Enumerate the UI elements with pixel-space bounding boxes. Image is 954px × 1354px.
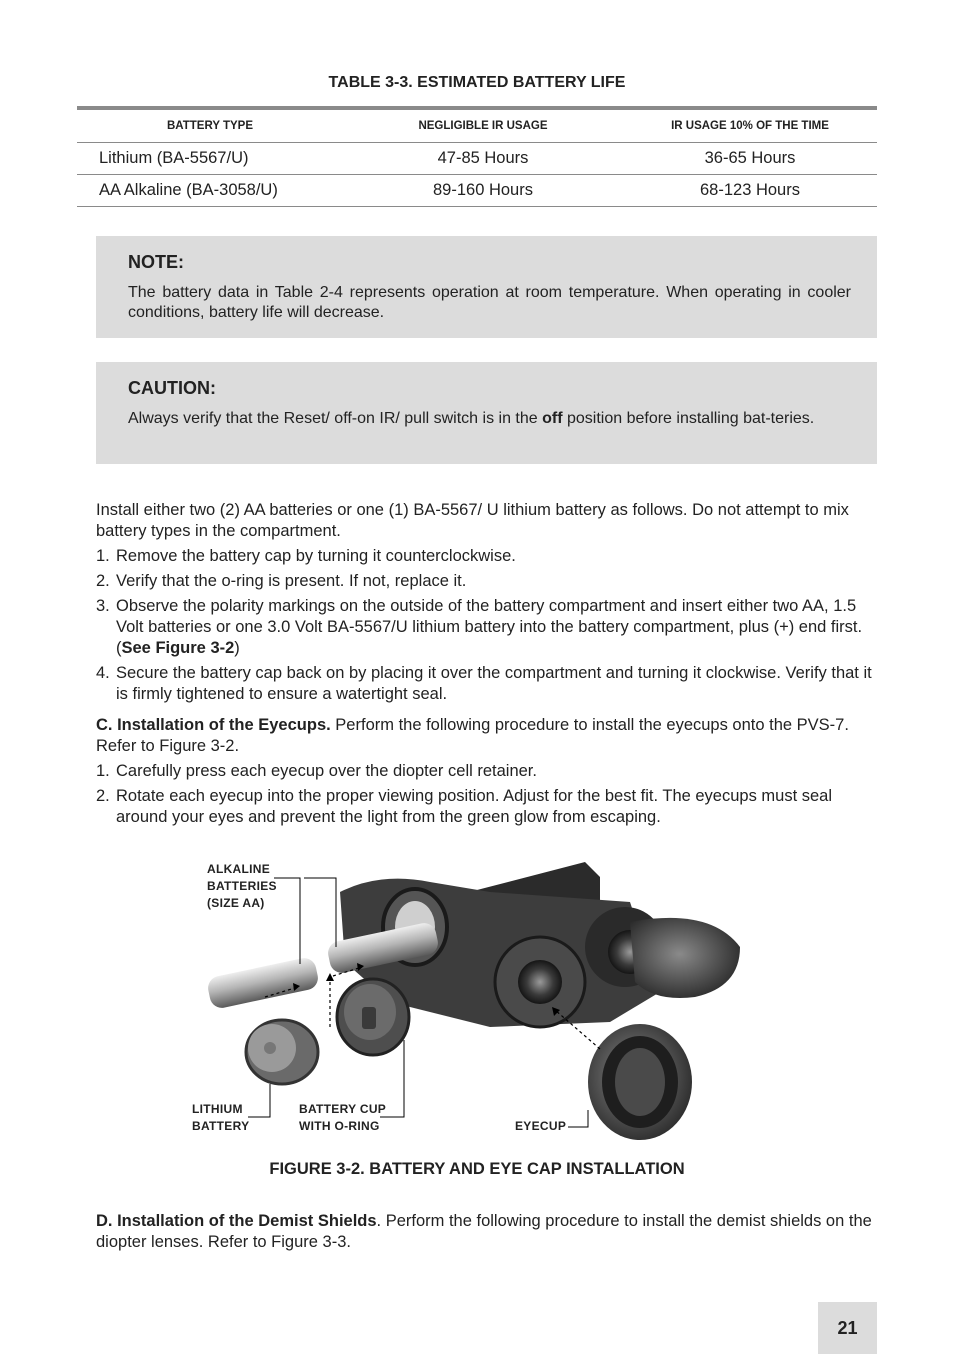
- column-header: NEGLIGIBLE IR USAGE: [418, 120, 548, 132]
- eyecups-section: [96, 715, 877, 832]
- step-number: 4.: [96, 664, 110, 682]
- column-header: IR USAGE 10% OF THE TIME: [671, 120, 829, 132]
- table-title: TABLE 3-3. ESTIMATED BATTERY LIFE: [328, 74, 626, 91]
- step-text: Secure the battery cap back on by placing it over the compartment and turning it clockwise. Verify that it is firmly tightened to ensure a watertight seal.: [116, 664, 872, 703]
- step-number: 1.: [96, 762, 110, 780]
- table-cell: 47-85 Hours: [437, 149, 529, 167]
- battery-cap: [337, 979, 409, 1055]
- step-number: 2.: [96, 572, 110, 590]
- list-item: [96, 761, 877, 782]
- step-number: 2.: [96, 787, 110, 805]
- step-text: ): [234, 639, 240, 657]
- lithium-battery: [246, 1020, 318, 1084]
- table-cell: Lithium (BA-5567/U): [99, 149, 249, 167]
- step-text: Rotate each eyecup into the proper viewing position. Adjust for the best fit. The eyecups must seal around your eyes and prevent the light from the green glow from escaping.: [116, 787, 833, 826]
- table-header-row: [77, 110, 877, 143]
- install-section: [96, 500, 877, 709]
- install-steps: [96, 546, 877, 705]
- figure-reference: See Figure 3-2: [121, 639, 235, 657]
- table-cell: 36-65 Hours: [704, 149, 796, 167]
- label-line: WITH O-RING: [299, 1119, 380, 1133]
- list-item: [96, 786, 877, 828]
- label-line: BATTERIES: [207, 879, 277, 893]
- table-cell: AA Alkaline (BA-3058/U): [99, 181, 278, 199]
- label-line: ALKALINE: [207, 862, 271, 876]
- eyecup-label: EYECUP: [515, 1119, 567, 1133]
- alkaline-label: [207, 861, 277, 912]
- eyecup-steps: [96, 761, 877, 828]
- battery-cup-label: [299, 1101, 386, 1135]
- label-line: BATTERY: [192, 1119, 250, 1133]
- section-heading: D. Installation of the Demist Shields: [96, 1212, 377, 1230]
- column-header: BATTERY TYPE: [166, 120, 254, 132]
- step-text: Carefully press each eyecup over the diopter cell retainer.: [116, 762, 537, 780]
- caution-box: [96, 362, 877, 464]
- step-number: 3.: [96, 597, 110, 615]
- list-item: [96, 663, 877, 705]
- attached-eyecup: [630, 918, 740, 998]
- label-line: LITHIUM: [192, 1102, 243, 1116]
- step-number: 1.: [96, 547, 110, 565]
- step-text: Observe the polarity markings on the outside of the battery compartment and insert either two AA, 1.5 Volt batteries or one 3.0 Volt BA-5567/U lithium battery into the battery compartment, plus (+) end first. (: [116, 597, 863, 657]
- loose-eyecup: [588, 1024, 692, 1140]
- caution-text: [128, 409, 851, 429]
- table-row: [77, 175, 877, 207]
- note-heading: NOTE:: [128, 252, 184, 272]
- section-text: . Perform the following procedure to install the demist shields on the diopter lenses. Refer to Figure 3-3.: [96, 1212, 872, 1251]
- label-line: BATTERY CUP: [299, 1102, 387, 1116]
- note-text: The battery data in Table 2-4 represents operation at room temperature. When operating in cooler conditions, battery life will decrease.: [128, 284, 851, 321]
- caution-text-part: Always verify that the Reset/ off-on IR/ pull switch is in the: [128, 410, 543, 427]
- lithium-label: [192, 1101, 249, 1135]
- step-text: Verify that the o-ring is present. If not, replace it.: [116, 572, 467, 590]
- section-heading: C. Installation of the Eyecups.: [96, 716, 331, 734]
- list-item: [96, 546, 877, 567]
- page-number: 21: [818, 1302, 877, 1354]
- caution-heading: CAUTION:: [128, 378, 216, 398]
- label-line: (SIZE AA): [207, 896, 265, 910]
- table-cell: 89-160 Hours: [433, 181, 533, 199]
- eyecups-intro: [96, 715, 877, 757]
- caution-text-part: position before installing bat-teries.: [562, 410, 815, 427]
- table-row: [77, 143, 877, 175]
- figure-3-2: [190, 852, 750, 1144]
- section-text: Perform the following procedure to install the eyecups onto the PVS-7. Refer to Figure 3-2.: [96, 716, 849, 755]
- list-item: [96, 596, 877, 659]
- note-box: [96, 236, 877, 338]
- install-intro: Install either two (2) AA batteries or one (1) BA-5567/ U lithium battery as follows. Do not attempt to mix battery types in the compartment.: [96, 501, 849, 540]
- caution-text-bold: off: [542, 410, 563, 427]
- step-text: Remove the battery cap by turning it counterclockwise.: [116, 547, 516, 565]
- table-cell: 68-123 Hours: [700, 181, 800, 199]
- figure-caption: FIGURE 3-2. BATTERY AND EYE CAP INSTALLATION: [269, 1160, 685, 1178]
- list-item: [96, 571, 877, 592]
- battery-life-table: [77, 106, 877, 207]
- demist-section: [96, 1211, 877, 1253]
